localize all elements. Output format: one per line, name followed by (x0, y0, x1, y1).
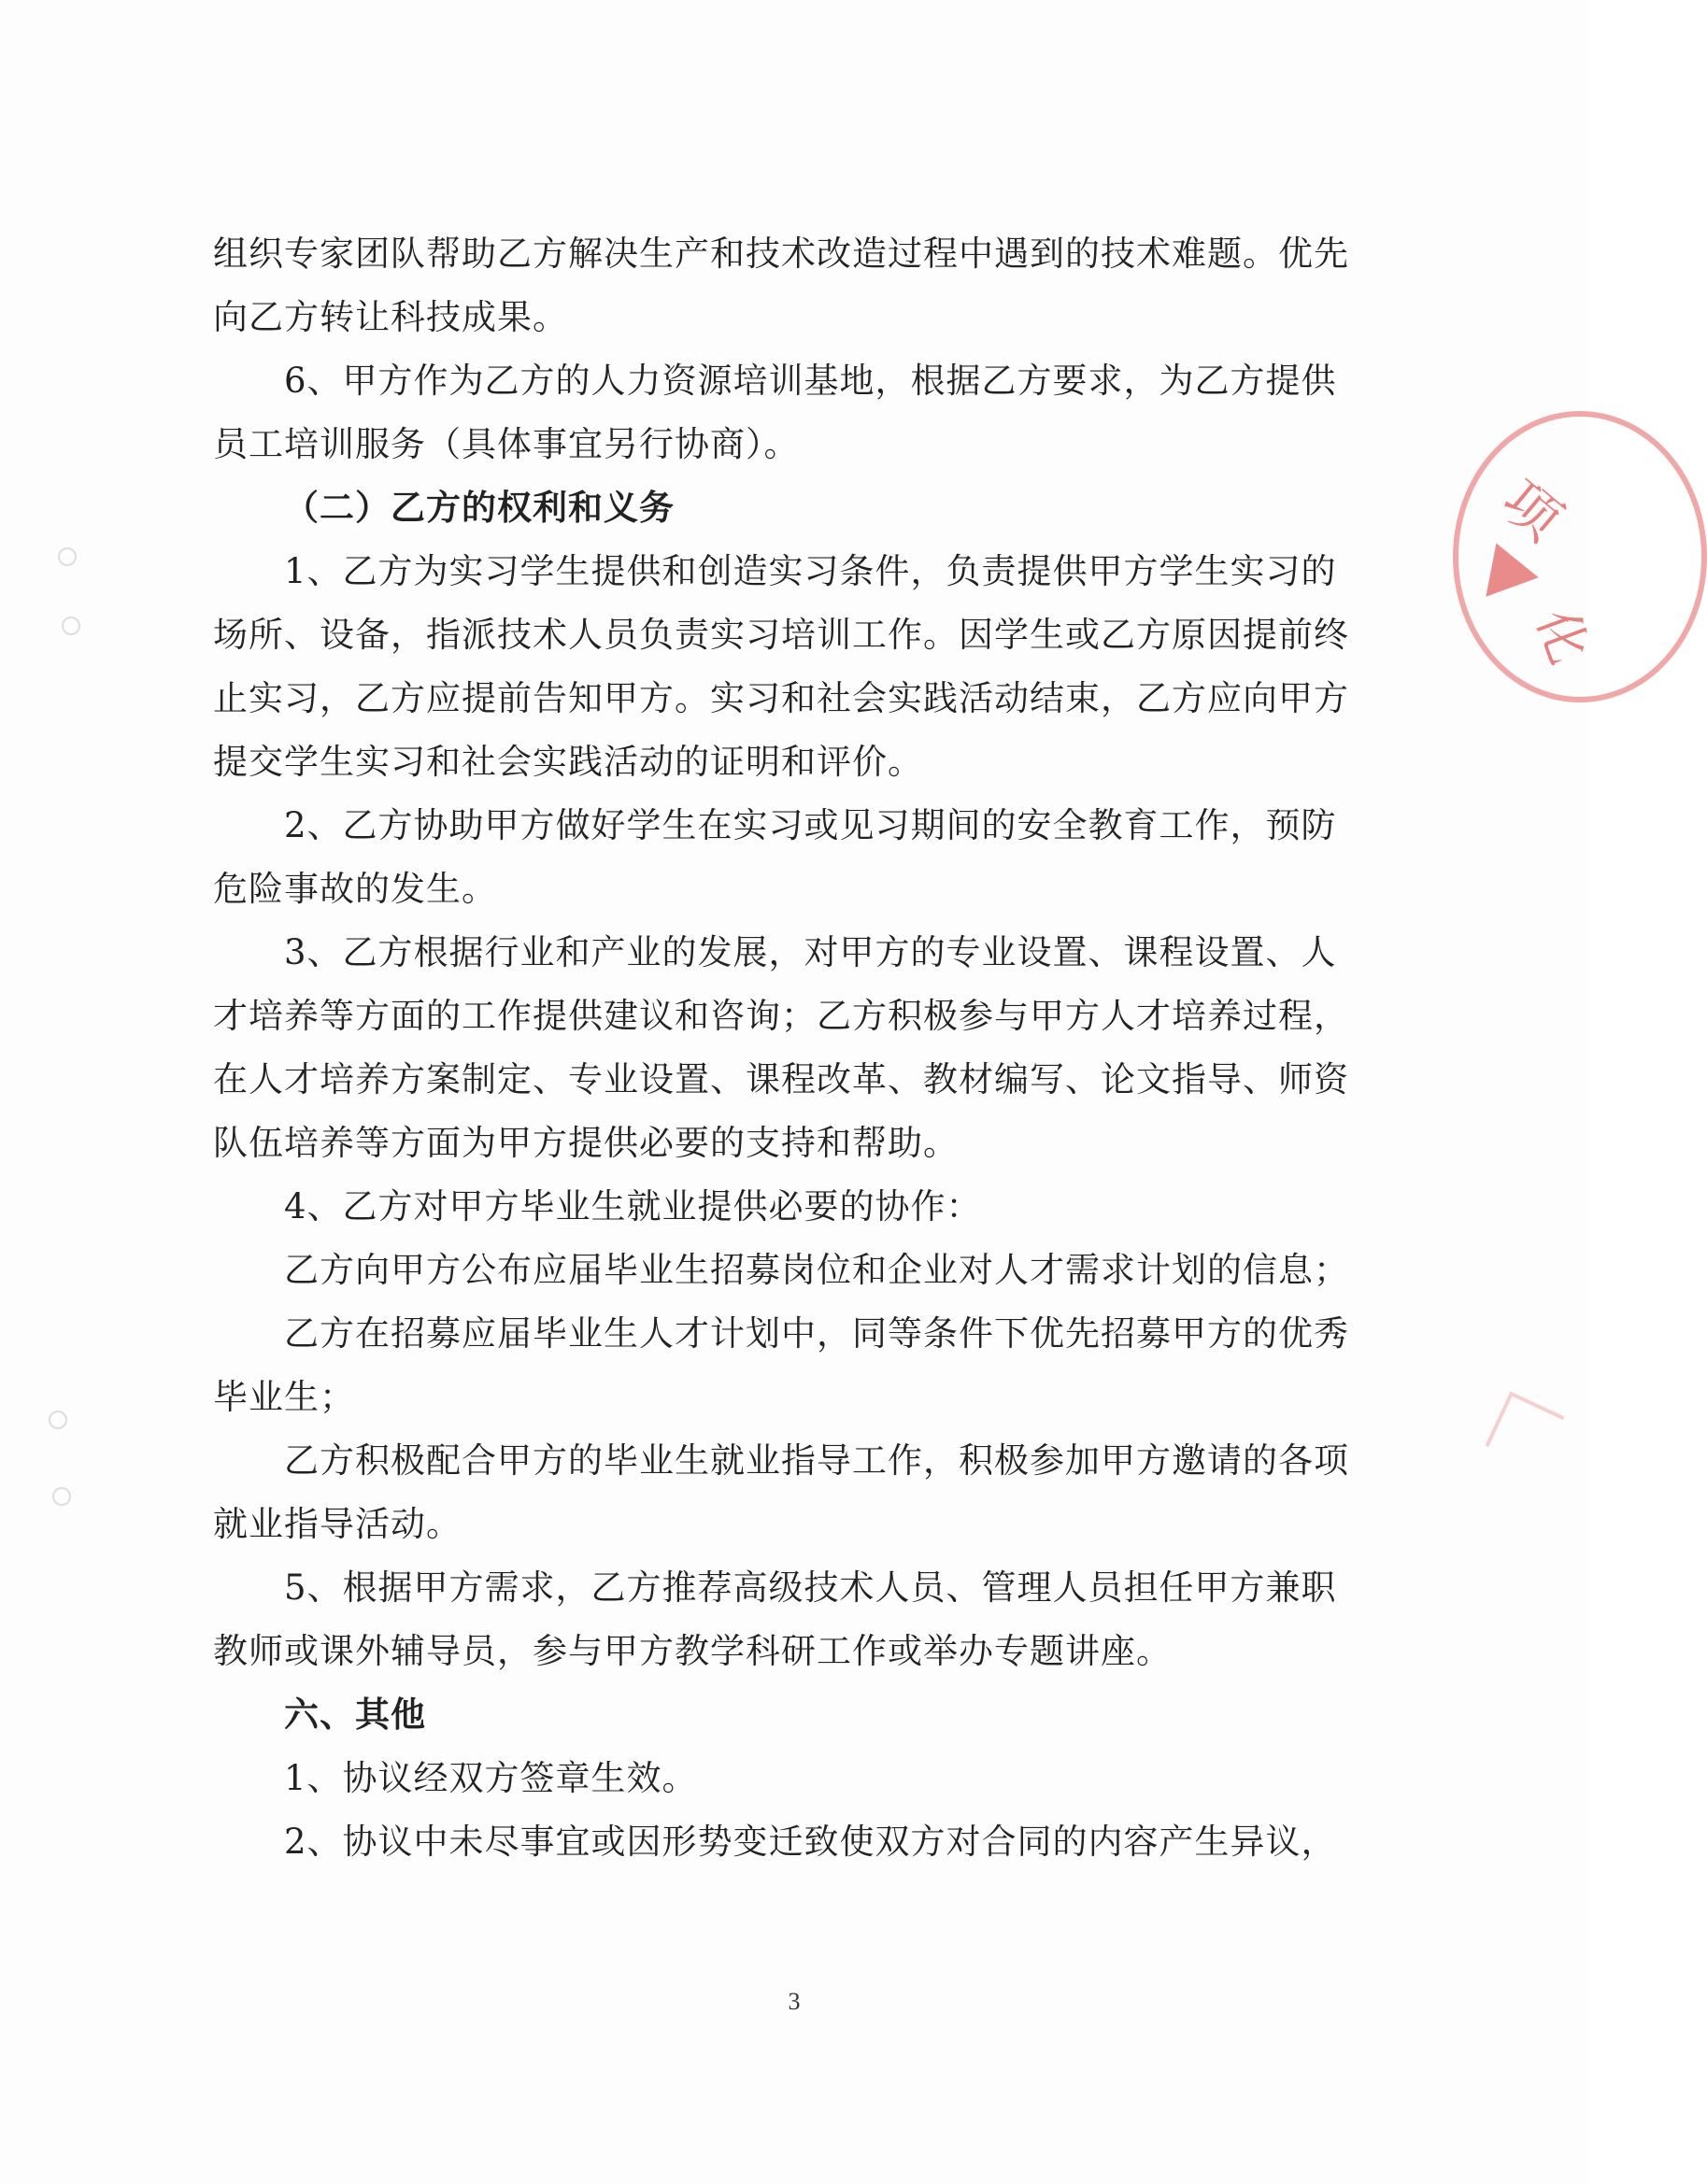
document-body (213, 222, 1349, 1874)
section-heading: 六、其他 (284, 1695, 426, 1735)
text-line: 毕业生； (213, 1377, 355, 1417)
binding-hole-icon (49, 1411, 67, 1429)
text-line: 在人才培养方案制定、专业设置、课程改革、教材编写、论文指导、师资 (213, 1059, 1349, 1099)
text-line: 员工培训服务（具体事宜另行协商）。 (213, 424, 800, 464)
text-line: 向乙方转让科技成果。 (213, 297, 568, 337)
text-line: 2、协议中未尽事宜或因形势变迁致使双方对合同的内容产生异议， (284, 1822, 1337, 1862)
text-line: 乙方在招募应届毕业生人才计划中，同等条件下优先招募甲方的优秀 (284, 1313, 1349, 1354)
section-heading: （二）乙方的权利和义务 (284, 488, 675, 528)
text-line: 4、乙方对甲方毕业生就业提供必要的协作： (284, 1186, 982, 1227)
binding-hole-icon (62, 617, 80, 635)
text-line: 危险事故的发生。 (213, 869, 497, 909)
page-number: 3 (788, 1988, 801, 2015)
text-line: 乙方积极配合甲方的毕业生就业指导工作，积极参加甲方邀请的各项 (284, 1440, 1349, 1481)
text-line: 教师或课外辅导员，参与甲方教学科研工作或举办专题讲座。 (213, 1631, 1172, 1671)
text-line: 2、乙方协助甲方做好学生在实习或见习期间的安全教育工作，预防 (284, 805, 1337, 845)
text-line: 3、乙方根据行业和产业的发展，对甲方的专业设置、课程设置、人 (284, 932, 1337, 972)
text-line: 场所、设备，指派技术人员负责实习培训工作。因学生或乙方原因提前终 (213, 615, 1349, 655)
text-line: 1、乙方为实习学生提供和创造实习条件，负责提供甲方学生实习的 (284, 551, 1337, 591)
text-line: 6、甲方作为乙方的人力资源培训基地，根据乙方要求，为乙方提供 (284, 361, 1337, 401)
text-line: 提交学生实习和社会实践活动的证明和评价。 (213, 742, 923, 782)
seal-trace (1485, 1391, 1564, 1470)
binding-hole-icon (58, 547, 77, 566)
text-line: 止实习，乙方应提前告知甲方。实习和社会实践活动结束，乙方应向甲方 (213, 678, 1349, 718)
text-line: 1、协议经双方签章生效。 (284, 1758, 698, 1798)
text-line: 5、根据甲方需求，乙方推荐高级技术人员、管理人员担任甲方兼职 (284, 1567, 1337, 1608)
text-line: 组织专家团队帮助乙方解决生产和技术改造过程中遇到的技术难题。优先 (213, 234, 1349, 274)
text-line: 队伍培养等方面为甲方提供必要的支持和帮助。 (213, 1123, 959, 1163)
seal-glyph: 化 (1524, 602, 1600, 672)
text-line: 就业指导活动。 (213, 1504, 462, 1544)
binding-hole-icon (52, 1487, 71, 1506)
seal-glyph: 项 (1488, 467, 1574, 554)
text-line: 乙方向甲方公布应届毕业生招募岗位和企业对人才需求计划的信息； (284, 1250, 1349, 1290)
text-line: 才培养等方面的工作提供建议和咨询；乙方积极参与甲方人才培养过程， (213, 996, 1349, 1036)
